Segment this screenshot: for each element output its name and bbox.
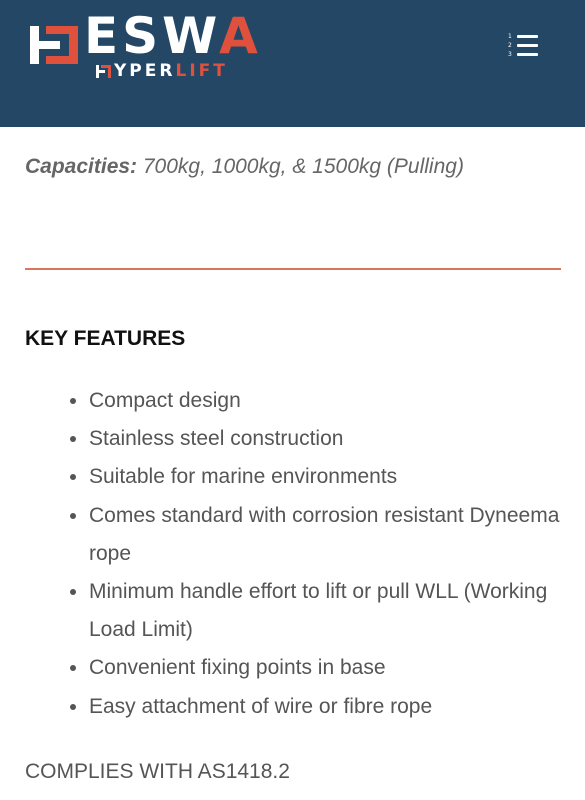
menu-bar-2: [517, 44, 538, 47]
capacities-value: 700kg, 1000kg, & 1500kg (Pulling): [137, 155, 464, 178]
menu-number-2: 2: [508, 42, 512, 49]
hyperlift-logo: [96, 61, 228, 81]
capacities-text: [25, 153, 464, 181]
feature-item: • Compact design: [89, 382, 585, 420]
feature-item: • Minimum handle effort to lift or pull WLL (Working Load Limit): [89, 573, 585, 649]
hyperlift-h-logo-icon: [96, 65, 111, 78]
key-features-list: [64, 382, 585, 726]
menu-number-3: 3: [508, 51, 512, 58]
menu-number-1: 1: [508, 33, 512, 40]
capacities-label: Capacities:: [25, 155, 138, 178]
menu-button[interactable]: [508, 34, 542, 60]
site-header: [0, 0, 585, 127]
feature-item: • Convenient fixing points in base: [89, 649, 585, 687]
heswa-h-logo-icon: [30, 26, 78, 64]
logo-sub-accent: LIFT: [175, 61, 228, 81]
logo-wordmark: [84, 8, 262, 64]
compliance-text: COMPLIES WITH AS1418.2: [25, 760, 290, 783]
section-divider: [25, 268, 561, 270]
logo-letters-white: ESW: [84, 7, 220, 65]
menu-bar-1: [517, 35, 538, 38]
feature-item: • Easy attachment of wire or fibre rope: [89, 688, 585, 726]
heswa-logo[interactable]: [30, 8, 262, 64]
logo-sub-white: YPER: [114, 61, 176, 81]
menu-bar-3: [517, 53, 538, 56]
feature-item: • Stainless steel construction: [89, 420, 585, 458]
logo-letter-accent: A: [219, 7, 262, 65]
key-features-title: KEY FEATURES: [25, 327, 186, 350]
feature-item: • Suitable for marine environments: [89, 458, 585, 496]
feature-item: • Comes standard with corrosion resistant Dyneema rope: [89, 497, 585, 573]
